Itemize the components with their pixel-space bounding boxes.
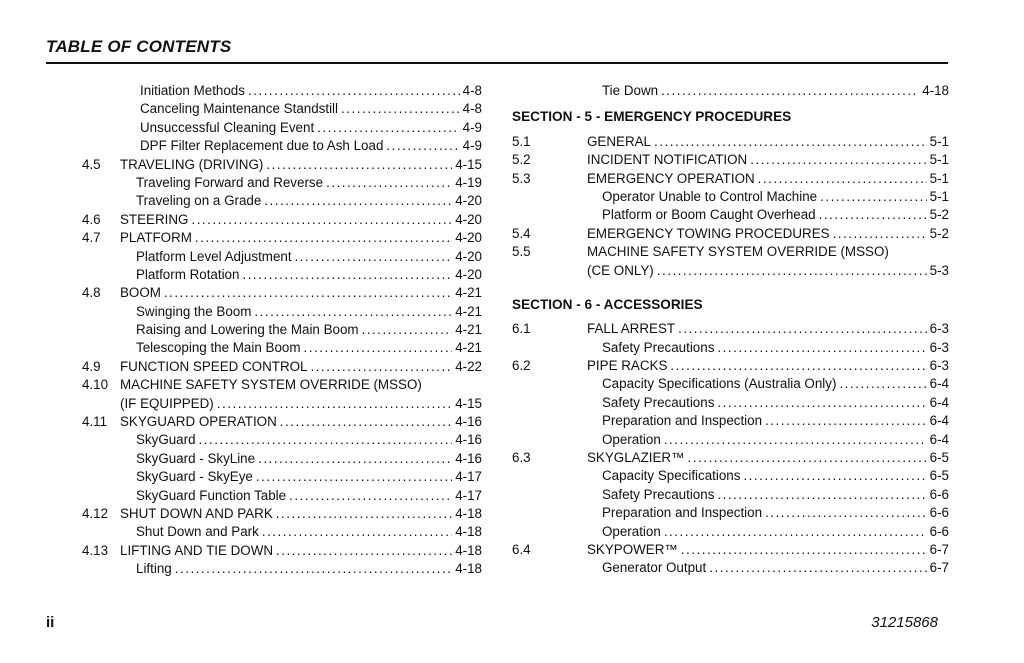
toc-entry-label: SKYGLAZIER™ xyxy=(587,449,687,467)
toc-right-column xyxy=(512,82,949,578)
toc-entry-page: 4-21 xyxy=(452,339,482,357)
toc-entry[interactable] xyxy=(512,170,949,188)
toc-entry[interactable] xyxy=(82,523,482,541)
toc-entry-page: 4-21 xyxy=(452,303,482,321)
toc-entry-page: 6-6 xyxy=(927,504,949,522)
toc-entry[interactable] xyxy=(82,505,482,523)
toc-entry-page: 5-1 xyxy=(927,151,949,169)
toc-entry-label: EMERGENCY OPERATION xyxy=(587,170,758,188)
toc-entry[interactable] xyxy=(512,486,949,504)
toc-entry[interactable] xyxy=(82,376,482,394)
toc-entry[interactable] xyxy=(512,262,949,280)
toc-entry[interactable] xyxy=(82,321,482,339)
dot-leader xyxy=(664,431,927,449)
toc-entry[interactable] xyxy=(82,450,482,468)
toc-entry[interactable] xyxy=(82,174,482,192)
dot-leader xyxy=(304,339,453,357)
toc-entry[interactable] xyxy=(512,467,949,485)
dot-leader xyxy=(317,119,459,137)
toc-entry[interactable] xyxy=(512,151,949,169)
page-number: ii xyxy=(46,614,55,631)
dot-leader xyxy=(266,156,452,174)
toc-entry-page: 6-3 xyxy=(927,320,949,338)
toc-entry-page: 6-4 xyxy=(927,431,949,449)
toc-entry-label: SkyGuard - SkyEye xyxy=(136,468,256,486)
toc-entry-page: 4-16 xyxy=(452,413,482,431)
toc-entry-label: Swinging the Boom xyxy=(136,303,254,321)
dot-leader xyxy=(362,321,453,339)
toc-entry-label: Initiation Methods xyxy=(140,82,248,100)
toc-entry-label: Capacity Specifications xyxy=(602,467,743,485)
toc-entry[interactable] xyxy=(82,395,482,413)
toc-entry-number: 4.10 xyxy=(82,377,109,393)
toc-entry-number: 6.3 xyxy=(512,450,531,466)
dot-leader xyxy=(839,375,926,393)
toc-entry-page: 4-16 xyxy=(452,431,482,449)
dot-leader xyxy=(280,413,452,431)
toc-entry[interactable] xyxy=(82,137,482,155)
dot-leader xyxy=(191,211,452,229)
toc-entry[interactable] xyxy=(82,358,482,376)
toc-entry-number: 4.7 xyxy=(82,230,101,246)
toc-right-top-list xyxy=(512,82,949,100)
toc-entry-number: 4.13 xyxy=(82,542,109,558)
dot-leader xyxy=(341,100,460,118)
toc-entry-page: 4-19 xyxy=(452,174,482,192)
toc-entry-page: 4-20 xyxy=(452,211,482,229)
toc-entry-page: 4-17 xyxy=(452,468,482,486)
toc-entry[interactable] xyxy=(82,119,482,137)
page-title: TABLE OF CONTENTS xyxy=(46,37,232,56)
toc-entry[interactable] xyxy=(512,320,949,338)
section-5-heading[interactable]: SECTION - 5 - EMERGENCY PROCEDURES xyxy=(512,109,792,125)
dot-leader xyxy=(750,151,926,169)
toc-entry-label: SKYPOWER™ xyxy=(587,541,681,559)
toc-entry-page: 6-6 xyxy=(927,486,949,504)
toc-entry-number: 6.4 xyxy=(512,541,531,557)
section-5-list xyxy=(512,133,949,280)
toc-entry-page: 4-17 xyxy=(452,487,482,505)
dot-leader xyxy=(758,170,927,188)
toc-entry-label: PIPE RACKS xyxy=(587,357,670,375)
toc-entry[interactable] xyxy=(82,211,482,229)
toc-entry-label: Preparation and Inspection xyxy=(602,412,765,430)
dot-leader xyxy=(743,467,926,485)
dot-leader xyxy=(819,206,927,224)
toc-entry-number: 4.8 xyxy=(82,285,101,301)
toc-entry[interactable] xyxy=(512,559,949,577)
toc-entry[interactable] xyxy=(512,339,949,357)
toc-entry-page: 4-18 xyxy=(452,505,482,523)
dot-leader xyxy=(242,266,452,284)
toc-entry-page: 4-15 xyxy=(452,395,482,413)
toc-entry-label: Traveling on a Grade xyxy=(136,192,264,210)
toc-entry-label: FUNCTION SPEED CONTROL xyxy=(120,358,310,376)
toc-entry-label: Platform Level Adjustment xyxy=(136,248,295,266)
toc-entry-label: LIFTING AND TIE DOWN xyxy=(120,542,276,560)
toc-entry-label: Unsuccessful Cleaning Event xyxy=(140,119,317,137)
dot-leader xyxy=(264,192,452,210)
toc-entry[interactable] xyxy=(82,284,482,302)
toc-entry-label: Platform Rotation xyxy=(136,266,242,284)
dot-leader xyxy=(217,395,452,413)
section-6-list xyxy=(512,320,949,577)
toc-entry-label: Canceling Maintenance Standstill xyxy=(140,100,341,118)
toc-entry-page: 4-18 xyxy=(452,542,482,560)
toc-entry-number: 4.6 xyxy=(82,211,101,227)
toc-entry-number: 5.1 xyxy=(512,133,531,149)
dot-leader xyxy=(256,468,452,486)
toc-entry-page: 4-20 xyxy=(452,248,482,266)
toc-entry[interactable] xyxy=(512,449,949,467)
toc-entry-page: 6-3 xyxy=(927,357,949,375)
toc-entry-number: 5.4 xyxy=(512,225,531,241)
toc-entry-page: 5-3 xyxy=(927,262,949,280)
toc-entry-page: 6-5 xyxy=(927,467,949,485)
toc-entry[interactable] xyxy=(82,542,482,560)
toc-entry-page: 4-18 xyxy=(919,82,949,100)
dot-leader xyxy=(765,504,927,522)
toc-entry[interactable] xyxy=(512,357,949,375)
toc-entry-label: Operation xyxy=(602,523,664,541)
toc-entry-label: Operator Unable to Control Machine xyxy=(602,188,820,206)
toc-entry-page: 4-16 xyxy=(452,450,482,468)
toc-entry-label: Safety Precautions xyxy=(602,339,717,357)
dot-leader xyxy=(295,248,453,266)
toc-entry-label: Operation xyxy=(602,431,664,449)
toc-entry[interactable] xyxy=(82,468,482,486)
toc-entry-label: (CE ONLY) xyxy=(587,262,657,280)
toc-entry-label: DPF Filter Replacement due to Ash Load xyxy=(140,137,386,155)
toc-entry-page: 6-4 xyxy=(927,412,949,430)
toc-entry[interactable] xyxy=(512,82,949,100)
toc-entry-number: 4.12 xyxy=(82,505,109,521)
dot-leader xyxy=(765,412,927,430)
toc-entry-page: 4-18 xyxy=(452,560,482,578)
toc-entry[interactable] xyxy=(512,225,949,243)
toc-entry-label: SkyGuard Function Table xyxy=(136,487,289,505)
toc-entry-page: 4-8 xyxy=(460,82,482,100)
toc-entry-label: TRAVELING (DRIVING) xyxy=(120,156,266,174)
toc-entry[interactable] xyxy=(82,192,482,210)
dot-leader xyxy=(709,559,926,577)
toc-entry[interactable] xyxy=(512,133,949,151)
toc-entry-page: 4-9 xyxy=(460,119,482,137)
toc-entry-label: MACHINE SAFETY SYSTEM OVERRIDE (MSSO) xyxy=(587,244,889,260)
toc-entry[interactable] xyxy=(82,431,482,449)
toc-entry-label: SkyGuard xyxy=(136,431,199,449)
toc-entry-label: EMERGENCY TOWING PROCEDURES xyxy=(587,225,833,243)
toc-entry-page: 4-21 xyxy=(452,321,482,339)
toc-entry-number: 4.9 xyxy=(82,358,101,374)
toc-entry[interactable] xyxy=(82,100,482,118)
toc-entry[interactable] xyxy=(82,339,482,357)
toc-entry-page: 5-1 xyxy=(927,170,949,188)
dot-leader xyxy=(310,358,452,376)
toc-entry-page: 5-2 xyxy=(927,225,949,243)
toc-entry[interactable] xyxy=(512,188,949,206)
toc-entry-number: 6.2 xyxy=(512,358,531,374)
toc-entry-number: 5.5 xyxy=(512,244,531,260)
toc-entry[interactable] xyxy=(512,206,949,224)
dot-leader xyxy=(276,505,452,523)
toc-entry-label: INCIDENT NOTIFICATION xyxy=(587,151,750,169)
dot-leader xyxy=(289,487,452,505)
toc-entry-label: PLATFORM xyxy=(120,229,195,247)
dot-leader xyxy=(664,523,927,541)
toc-entry[interactable] xyxy=(82,560,482,578)
toc-entry-page: 4-21 xyxy=(452,284,482,302)
toc-entry-page: 5-2 xyxy=(927,206,949,224)
toc-entry-number: 6.1 xyxy=(512,321,531,337)
dot-leader xyxy=(661,82,919,100)
toc-entry[interactable] xyxy=(82,413,482,431)
toc-entry[interactable] xyxy=(512,541,949,559)
toc-entry[interactable] xyxy=(82,266,482,284)
toc-entry[interactable] xyxy=(512,523,949,541)
toc-entry-label: Capacity Specifications (Australia Only) xyxy=(602,375,839,393)
dot-leader xyxy=(678,320,927,338)
dot-leader xyxy=(654,133,927,151)
toc-entry-page: 4-20 xyxy=(452,266,482,284)
toc-entry[interactable] xyxy=(82,248,482,266)
dot-leader xyxy=(276,542,452,560)
toc-entry-label: STEERING xyxy=(120,211,191,229)
dot-leader xyxy=(717,339,926,357)
toc-entry[interactable] xyxy=(512,431,949,449)
toc-entry-label: BOOM xyxy=(120,284,164,302)
dot-leader xyxy=(833,225,927,243)
dot-leader xyxy=(262,523,452,541)
toc-entry-number: 4.11 xyxy=(82,414,108,430)
toc-left-column xyxy=(82,82,482,579)
toc-entry-page: 6-7 xyxy=(927,559,949,577)
toc-entry-number: 5.3 xyxy=(512,170,531,186)
dot-leader xyxy=(175,560,452,578)
toc-entry-label: Traveling Forward and Reverse xyxy=(136,174,326,192)
toc-entry-page: 4-22 xyxy=(452,358,482,376)
toc-entry-label: Preparation and Inspection xyxy=(602,504,765,522)
section-6-heading[interactable]: SECTION - 6 - ACCESSORIES xyxy=(512,296,703,312)
dot-leader xyxy=(717,394,926,412)
toc-entry-page: 6-5 xyxy=(927,449,949,467)
toc-entry[interactable] xyxy=(512,243,949,261)
toc-entry-label: Platform or Boom Caught Overhead xyxy=(602,206,819,224)
toc-entry-number: 5.2 xyxy=(512,152,531,168)
toc-entry-label: (IF EQUIPPED) xyxy=(120,395,217,413)
toc-entry-label: FALL ARREST xyxy=(587,320,678,338)
dot-leader xyxy=(820,188,927,206)
dot-leader xyxy=(199,431,453,449)
toc-entry-label: Lifting xyxy=(136,560,175,578)
toc-entry-page: 4-9 xyxy=(460,137,482,155)
toc-entry-page: 6-6 xyxy=(927,523,949,541)
toc-entry-page: 4-18 xyxy=(452,523,482,541)
dot-leader xyxy=(717,486,926,504)
toc-entry[interactable] xyxy=(512,375,949,393)
toc-entry-page: 6-3 xyxy=(927,339,949,357)
dot-leader xyxy=(386,137,459,155)
dot-leader xyxy=(681,541,927,559)
dot-leader xyxy=(326,174,452,192)
toc-entry-label: GENERAL xyxy=(587,133,654,151)
toc-entry-label: Shut Down and Park xyxy=(136,523,262,541)
toc-entry[interactable] xyxy=(82,156,482,174)
toc-entry-label: SKYGUARD OPERATION xyxy=(120,413,280,431)
toc-entry-page: 4-15 xyxy=(452,156,482,174)
dot-leader xyxy=(164,284,452,302)
toc-entry-page: 6-7 xyxy=(927,541,949,559)
toc-entry[interactable] xyxy=(82,229,482,247)
dot-leader xyxy=(254,303,452,321)
toc-entry-page: 4-20 xyxy=(452,229,482,247)
dot-leader xyxy=(248,82,460,100)
dot-leader xyxy=(687,449,926,467)
toc-entry-page: 5-1 xyxy=(927,133,949,151)
toc-entry-page: 6-4 xyxy=(927,375,949,393)
dot-leader xyxy=(195,229,452,247)
toc-entry[interactable] xyxy=(82,303,482,321)
dot-leader xyxy=(258,450,452,468)
dot-leader xyxy=(657,262,927,280)
toc-entry-label: Generator Output xyxy=(602,559,709,577)
document-number: 31215868 xyxy=(871,614,938,631)
toc-entry-number: 4.5 xyxy=(82,156,101,172)
toc-entry-page: 4-20 xyxy=(452,192,482,210)
toc-entry-label: Raising and Lowering the Main Boom xyxy=(136,321,362,339)
toc-entry-label: Safety Precautions xyxy=(602,394,717,412)
toc-entry[interactable] xyxy=(512,504,949,522)
toc-entry[interactable] xyxy=(82,487,482,505)
toc-entry-label: SHUT DOWN AND PARK xyxy=(120,505,276,523)
toc-entry-label: Telescoping the Main Boom xyxy=(136,339,304,357)
toc-entry[interactable] xyxy=(512,412,949,430)
toc-entry-label: SkyGuard - SkyLine xyxy=(136,450,258,468)
toc-entry[interactable] xyxy=(512,394,949,412)
dot-leader xyxy=(670,357,926,375)
toc-entry-label: Tie Down xyxy=(602,82,661,100)
toc-entry[interactable] xyxy=(82,82,482,100)
toc-entry-label: Safety Precautions xyxy=(602,486,717,504)
toc-entry-page: 5-1 xyxy=(927,188,949,206)
toc-entry-page: 6-4 xyxy=(927,394,949,412)
toc-entry-page: 4-8 xyxy=(460,100,482,118)
header-rule xyxy=(46,62,948,64)
toc-entry-label: MACHINE SAFETY SYSTEM OVERRIDE (MSSO) xyxy=(120,377,422,393)
